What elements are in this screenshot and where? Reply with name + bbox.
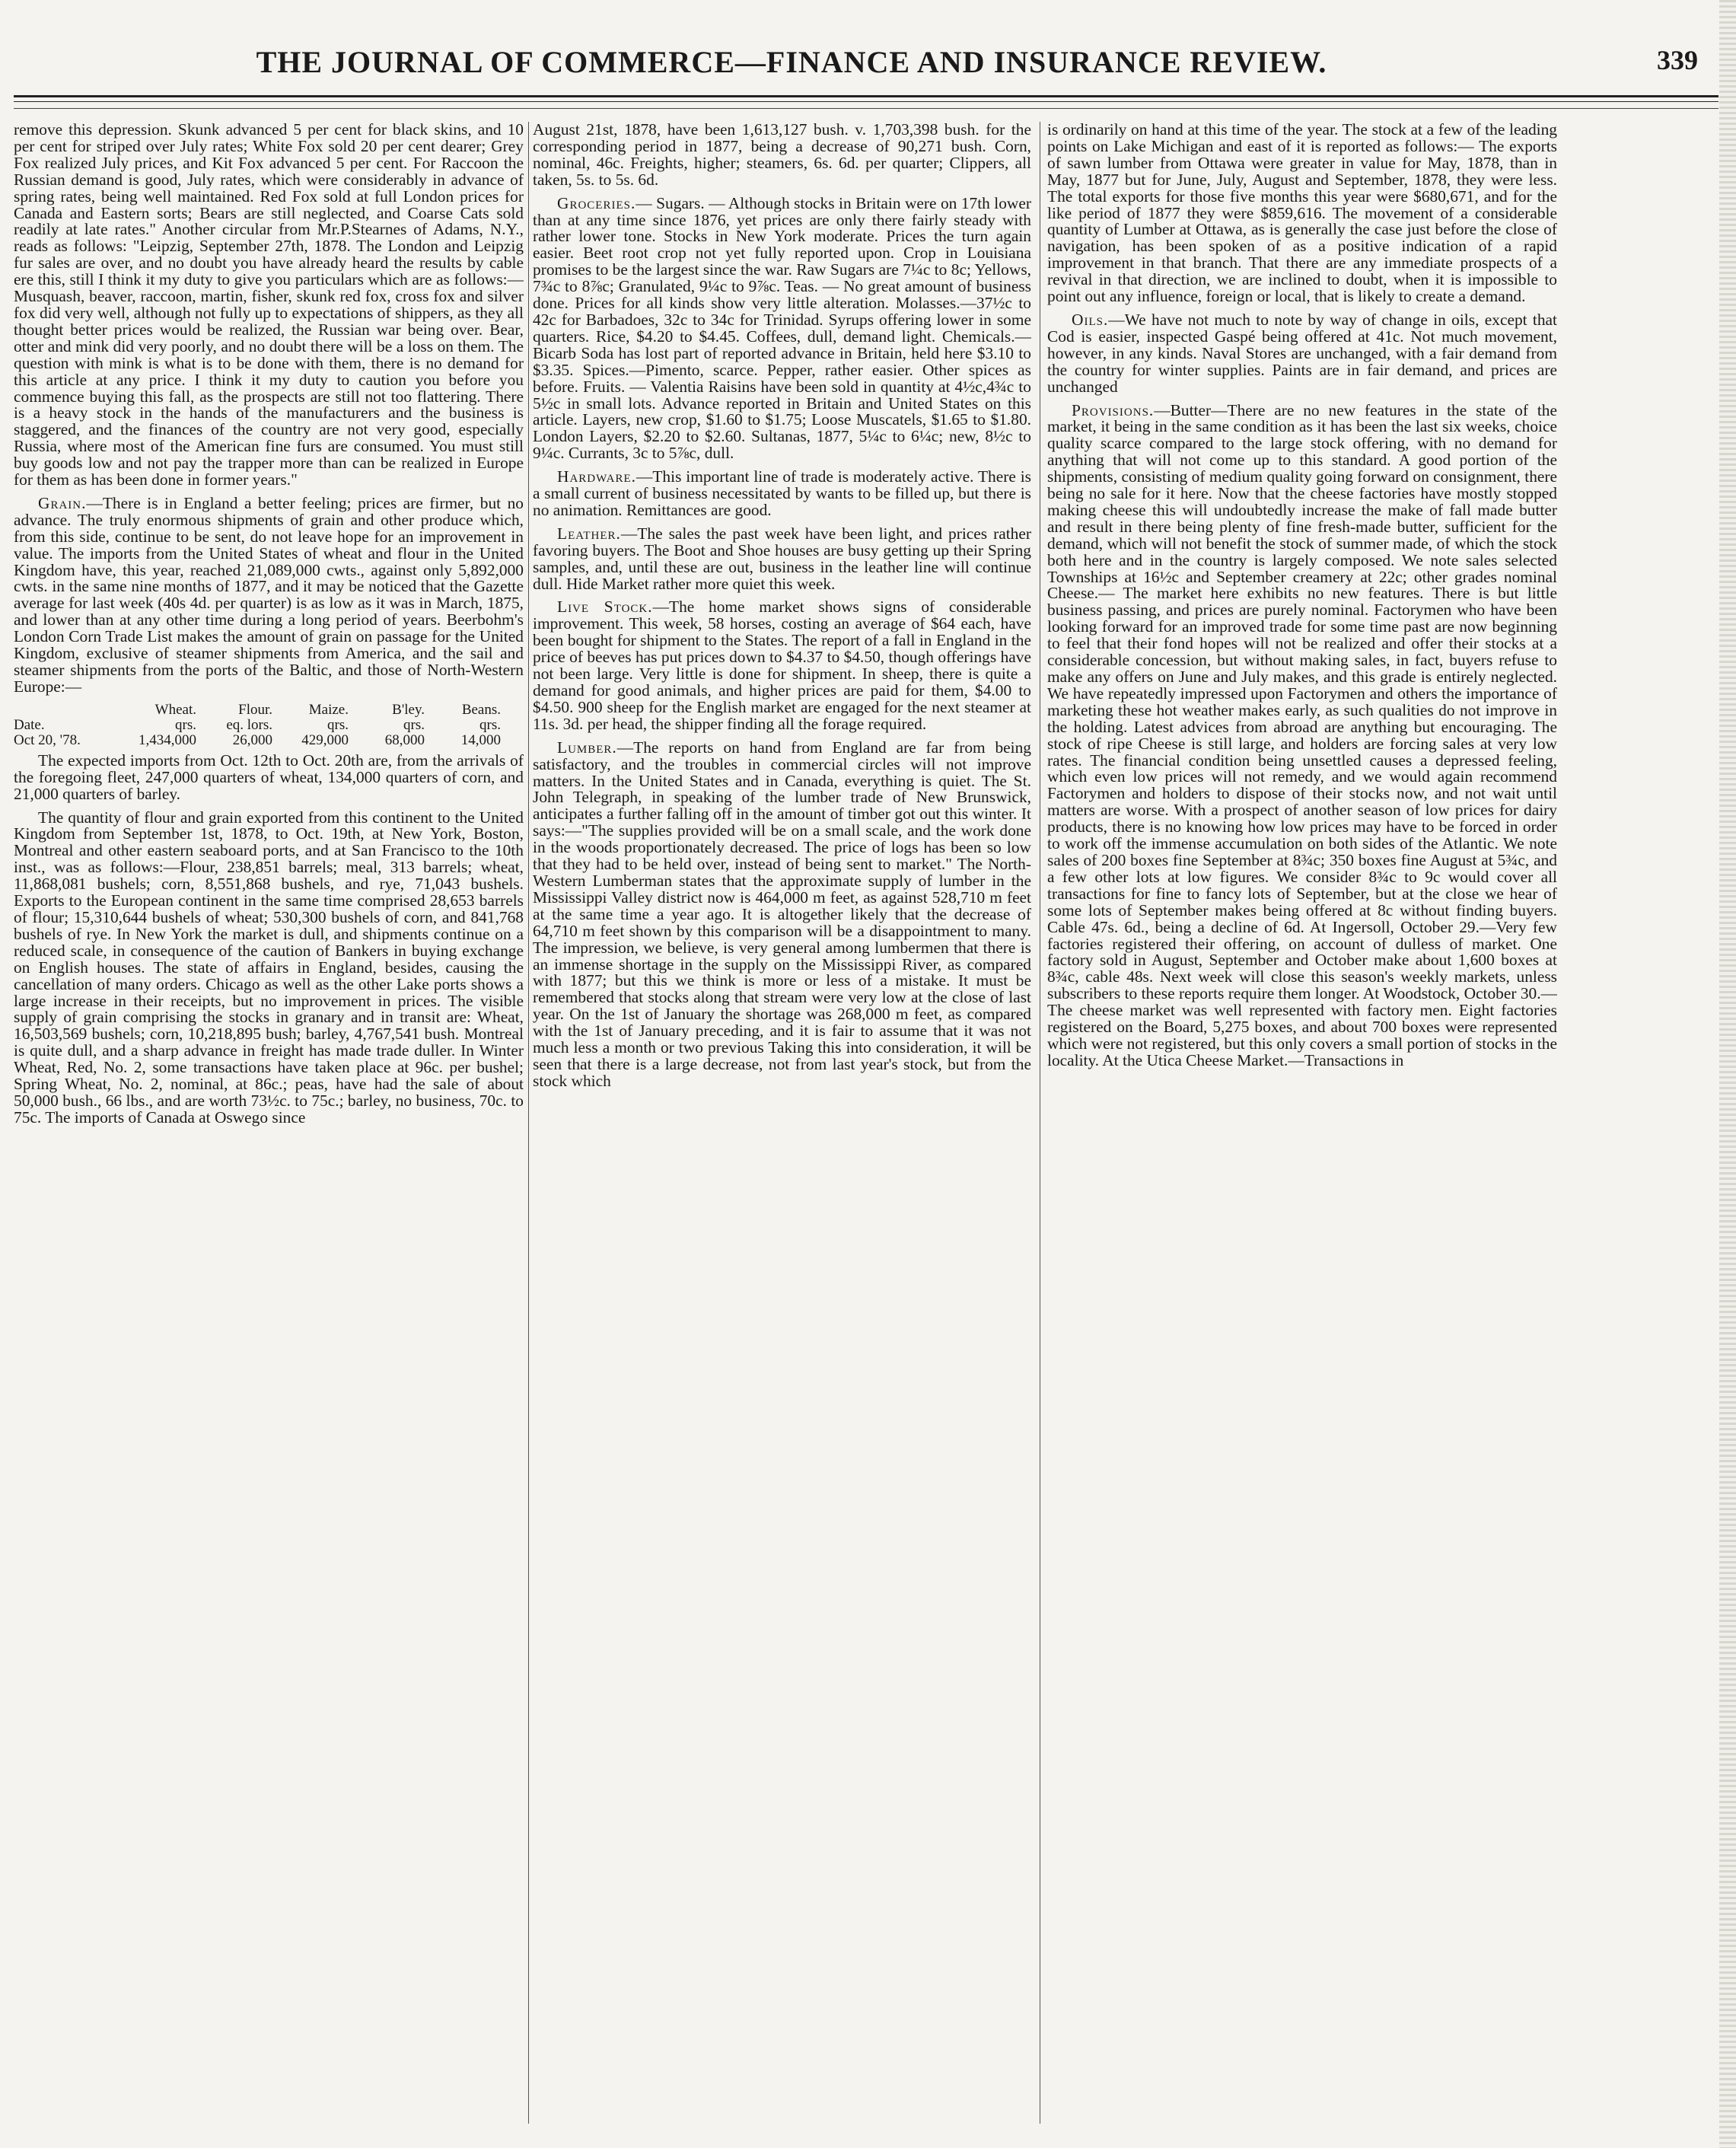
table-header-cell: Maize. [308,701,349,718]
header-rule [14,101,1718,102]
groceries-paragraph [533,193,1031,463]
paragraph-text: —Butter—There are no new features in the state of the market, it being in the same condition as it has been the last six weeks, choice quality scarce compared to the large stock offering, with no demand for anything that will not come up to this standard. A good portion of the shipments, consisting of medium quality going forward on consignment, there being no sale for it here. Now that the cheese factories have mostly stopped making cheese this will undoubtedly increase the make of fall made butter and result in there being plenty of fine fresh-made butter, sufficient for the demand, which will not benefit the stock of summer made, of which the stock both here and in the country is largely composed. We note sales selected Townships at 16½c and September creamery at 22c; other grades nominal Cheese.— The market here exhibits no new features. There is but little business passing, and prices are purely nominal. Factorymen who have been looking forward for an improved trade for some time past are now beginning to feel that their fond hopes will not be realized and offer their stocks at a considerable concession, but without making sales, in fact, buyers refuse to make any offers on June and July makes, and this grade is entirely neglected. We have repeatedly impressed upon Factorymen and others the importance of marketing these hot weather makes early, as such qualities do not improve in the holding. Latest advices from abroad are anything but encouraging. The stock of ripe Cheese is still large, and holders are forcing sales at very low rates. The financial condition being unsettled causes a depressed feeling, which even low prices will not remedy, and we would again recommend Factorymen and holders to dispose of their stocks now, and not wait until matters are worse. With a prospect of another season of low prices for dairy products, there is no knowing how low prices may have to be forced in order to work off the immense accumulation on both sides of the Atlantic. We note sales of 200 boxes fine September at 8¾c; 350 boxes fine August at 5¾c, and a few other lots at low figures. We consider 8¾c to 9c would cover all transactions for fine to fancy lots of September, but at the close we hear of some lots of September makes being offered at 8c without finding buyers. Cable 47s. 6d., being a decline of 6d. At Ingersoll, October 29.—Very few factories registered their offering, on account of dulless of market. One factory sold in August, September and October make about 1,600 boxes at 8¾c, cable 48s. Next week will close this season's weekly markets, unless subscribers to these reports require them longer. At Woodstock, October 30.—The cheese market was well represented with factory men. Eight factories registered on the Board, 5,275 boxes, and about 700 boxes were represented which were not registered, but this only covers a small portion of stocks in the locality. At the Utica Cheese Market.—Transactions in [1047,400,1557,1069]
lumber-paragraph [533,740,1031,1090]
table-header-cell: Wheat. [154,701,196,718]
table-cell: 68,000 [384,731,425,748]
paragraph-text: —We have not much to note by way of change in oils, except that Cod is easier, inspected Gaspé being offered at 41c. Not much movement, however, in any kinds. Naval Stores are unchanged, with a fair demand from the country for winter supplies. Paints are in fair demand, and prices are unchanged [1047,310,1557,396]
header-rule [14,108,1718,109]
paragraph-text: —The sales the past week have been light, and prices rather favoring buyers. The Boot and Shoe houses are busy getting up their Spring samples, and, until these are out, business in the leather line will continue dull. Hide Market rather more quiet this week. [533,524,1031,593]
page-header [0,44,1736,82]
section-heading: Live Stock. [557,598,653,617]
table-header-cell: Beans. [461,701,501,718]
header-rule [14,95,1718,97]
section-heading: Lumber. [557,738,617,757]
table-cell: 26,000 [232,731,272,748]
table-cell: 14,000 [460,731,501,748]
table-header-cell [14,703,113,718]
table-cell: Oct 20, '78. [14,731,81,748]
grain-passage-table [14,703,524,748]
expected-imports-paragraph: The expected imports from Oct. 12th to Oct. 20th are, from the arrivals of the foregoing fleet, 247,000 quarters of wheat, 134,000 quarters of corn, and 21,000 quarters of barley. [14,751,524,803]
paragraph-text: — Sugars. — Although stocks in Britain were on 17th lower than at any time since 1876, yet prices are only there fairly steady with rather lower tone. Stocks in New York moderate. Prices the turn again easier. Beet root crop not yet fully reported upon. Crop in Louisiana promises to be the largest since the war. Raw Sugars are 7¼c to 8c; Yellows, 7¾c to 8⅞c; Granulated, 9¼c to 9⅞c. Teas. — No great amount of business done. Prices for all kinds show very little alteration. Molasses.—37½c to 42c for Barbadoes, 32c to 34c for Trinidad. Syrups offering lower in some quarters. Rice, $4.20 to $4.45. Coffees, dull, demand light. Chemicals.—Bicarb Soda has lost part of reported advance in Britain, held here $3.10 to $3.35. Spices.—Pimento, scarce. Pepper, rather easier. Other spices as before. Fruits. — Valentia Raisins have been sold in quantity at 4½c,4¾c to 5½c in small lots. Advance reported in Britain and United States on this article. Layers, new crop, $1.60 to $1.75; Loose Muscatels, $1.65 to $1.80. London Layers, $2.20 to $2.60. Sultanas, 1877, 5¼c to 6¼c; new, 8½c to 9¼c. Currants, 3c to 5⅞c, dull. [533,193,1031,463]
paragraph-text: —The reports on hand from England are far from being satisfactory, and the troubles in commercial circles will not improve matters. In the United States and in Canada, everything is quiet. The St. John Telegraph, in speaking of the lumber trade of New Brunswick, anticipates a further falling off in the amount of timber got out this winter. It says:—"The supplies provided will be on a small scale, and the work done in the woods proportionately decreased. The price of logs has been so low that they had to be held over, instead of being sent to market." The North-Western Lumberman states that the approximate supply of lumber in the Mississippi Valley district now is 464,000 m feet, as against 528,710 m feet at the same time a year ago. It is altogether likely that the decrease of 64,710 m feet shown by this comparison will be a disappointment to many. The impression, we believe, is very general among lumbermen that there is an immense shortage in the supply on the Mississippi River, as compared with 1877; but this we think is more or less of a mistake. It must be remembered that stocks along that stream were very low at the close of last year. On the 1st of January the shortage was 268,000 m feet, as compared with the 1st of January preceding, and it is fair to assume that it was not much less a month or two previous Taking this into consideration, it will be seen that there is a large decrease, not from last year's stock, but from the stock which [533,738,1031,1090]
oils-paragraph [1047,312,1557,396]
column-2 [533,122,1031,2124]
table-unit-cell: Date. [14,716,45,733]
table-cell: 1,434,000 [139,731,196,748]
grain-exports-paragraph: The quantity of flour and grain exported from this continent to the United Kingdom from September 1st, 1878, to Oct. 19th, at New York, Boston, Montreal and other eastern seaboard ports, and at San Francisco to the 10th inst., was as follows:—Flour, 238,851 barrels; meal, 313 barrels; wheat, 11,868,081 bushels; corn, 8,551,868 bushels, and rye, 71,043 bushels. Exports to the European continent in the same time comprised 28,653 barrels of flour; 15,310,644 bushels of wheat; 530,300 bushels of corn, and 841,768 bushels of rye. In New York the market is dull, and shipments continue on a reduced scale, in consequence of the caution of Bankers in buying exchange on English houses. The state of affairs in England, besides, causing the cancellation of many orders. Chicago as well as the other Lake ports shows a large increase in their receipts, but no improvement in prices. The visible supply of grain comprising the stocks in granary and in transit are: Wheat, 16,503,569 bushels; corn, 10,218,895 bush; barley, 4,767,541 bush. Montreal is quite dull, and a sharp advance in freight has made trade duller. In Winter Wheat, Red, No. 2, some transactions have taken place at 96c. per bushel; Spring Wheat, No. 2, nominal, at 86c.; peas, have had the sale of about 50,000 bush., 66 lbs., and are worth 73½c. to 75c.; barley, no business, 70c. to 75c. The imports of Canada at Oswego since [14,808,524,1127]
paragraph-text: —This important line of trade is moderately active. There is a small current of business necessitated by wants to be filled up, but there is no animation. Remittances are good. [533,467,1031,519]
paragraph-text: —The home market shows signs of considerable improvement. This week, 58 horses, costing an average of $64 each, have been bought for shipment to the States. The report of a fall in England in the price of beeves has put prices down to $4.37 to $4.50, though offerings have not been large. Very little is done for shipment. In sheep, there is quite a demand for good animals, and higher prices are paid for them, $4.00 to $4.50. 900 sheep for the English market are engaged for the next steamer at 11s. 3d. per head, the shipper finding all the forage required. [533,598,1031,733]
section-heading: Groceries. [557,193,636,212]
scan-edge [1719,0,1736,2148]
leather-paragraph [533,526,1031,593]
fur-market-paragraph: remove this depression. Skunk advanced 5 per cent for black skins, and 10 per cent for striped over July rates; White Fox sold 20 per cent dearer; Grey Fox realized July prices, and Kit Fox advanced 5 per cent. For Raccoon the Russian demand is good, July rates, which were considerably in advance of spring rates, being well maintained. Red Fox sold at full London prices for Canada and Eastern sorts; Bears are still neglected, and Coarse Cats sold readily at late rates." Another circular from Mr.P.Stearnes of Adams, N.Y., reads as follows: "Leipzig, September 27th, 1878. The London and Leipzig fur sales are over, and no doubt you have already heard the results by cable ere this, still I think it my duty to give you particulars which are as follows:—Musquash, beaver, raccoon, martin, fisher, skunk red fox, cross fox and silver fox did very well, although not fully up to expectations of shippers, as they all thought better prices would be realized, the Russian war being over. Bear, otter and mink did very poorly, and no doubt there will be a loss on them. The question with mink is what is to be done with them, there is no demand for this article at any price. I think it my duty to caution you before you commence buying this fall, as the prospects are still not too flattering. There is a heavy stock in the hands of the manufacturers and the business is staggered, and the finances of the country are not very good, especially Russia, where most of the American fine furs are consumed. You must still buy goods low and not pay the trapper more than can be realized in Europe for them as has been done in former years." [14,122,524,489]
running-title: THE JOURNAL OF COMMERCE—FINANCE AND INSURANCE REVIEW. [256,45,1327,79]
table-cell: 429,000 [301,731,349,748]
table-header-row [14,703,524,718]
grain-paragraph [14,493,524,696]
lumber-continued-paragraph: is ordinarily on hand at this time of the year. The stock at a few of the leading points on Lake Michigan and east of it is reported as follows:— The exports of sawn lumber from Ottawa were greater in value for May, 1878, than in May, 1877 but for June, July, August and September, 1878, they were less. The total exports for those five months this year were $680,671, and for the like period of 1877 they were $859,616. The movement of a considerable quantity of Lumber at Ottawa, as is generally the case just before the close of navigation, has been spoken of as a positive indication of a rapid improvement in that branch. That there are any immediate prospects of a revival in that direction, we are inclined to doubt, when it is impossible to point out any influence, foreign or local, that is likely to create a demand. [1047,122,1557,306]
paragraph-text: —There is in England a better feeling; prices are firmer, but no advance. The truly enormous shipments of grain and other produce which, from this side, continue to be sent, do not leave hope for an improvement in value. The imports from the United States of wheat and flour in the United Kingdom have, this year, reached 21,089,000 cwts., against only 5,892,000 cwts. in the same nine months of 1877, and it may be noticed that the Gazette average for last week (40s 4d. per quarter) is as low as it was in March, 1875, and lower than at any other time during a long period of years. Beerbohm's London Corn Trade List makes the amount of grain on passage for the United Kingdom, exclusive of steamer shipments from America, and the sail and steamer shipments from the ports of the Baltic, and those of North-Western Europe:— [14,493,524,696]
hardware-paragraph [533,469,1031,519]
table-unit-cell: qrs. [327,716,349,733]
live-stock-paragraph [533,599,1031,732]
column-3 [1047,122,1557,2124]
table-unit-cell: qrs. [175,716,196,733]
section-heading: Leather. [557,524,621,543]
section-heading: Hardware. [557,467,636,486]
table-unit-cell: qrs. [403,716,425,733]
table-header-cell: Flour. [238,701,272,718]
table-unit-cell: qrs. [479,716,501,733]
column-divider [528,122,529,2124]
provisions-paragraph [1047,400,1557,1069]
table-units-row [14,718,524,733]
section-heading: Oils. [1072,310,1109,329]
section-heading: Provisions. [1072,400,1155,419]
column-1 [14,122,524,2124]
page-number: 339 [1657,45,1698,75]
grain-continued-paragraph: August 21st, 1878, have been 1,613,127 bush. v. 1,703,398 bush. for the corresponding period in 1877, being a decrease of 90,271 bush. Corn, nominal, 46c. Freights, higher; steamers, 6s. 6d. per quarter; Clippers, all taken, 5s. to 5s. 6d. [533,122,1031,189]
table-header-cell: B'ley. [392,701,425,718]
section-heading: Grain. [38,493,87,512]
table-unit-cell: eq. lors. [226,716,272,733]
table-row [14,733,524,748]
